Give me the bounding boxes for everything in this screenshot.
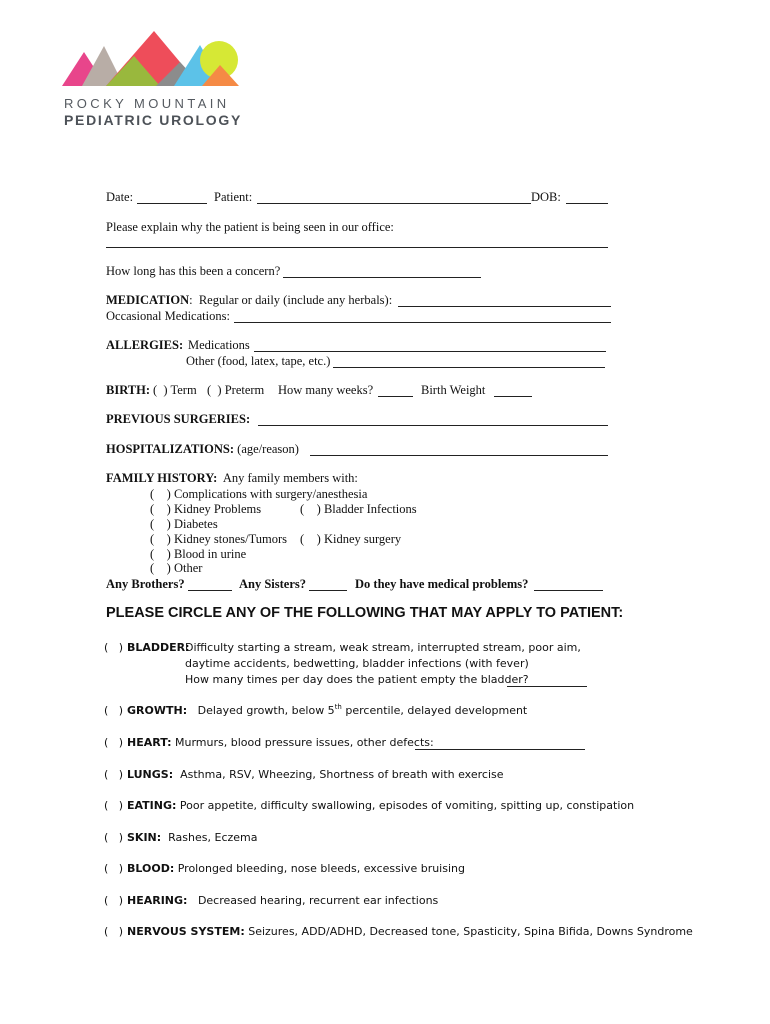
hearing-row [127, 894, 438, 907]
growth-row [127, 704, 527, 717]
concern-field[interactable] [283, 277, 481, 278]
growth-text-b: percentile, delayed development [341, 704, 528, 717]
allergies-medications-field[interactable] [254, 351, 606, 352]
skin-text: Rashes, Eczema [168, 831, 258, 844]
family-item-bladder-infections[interactable]: ( ) Bladder Infections [300, 502, 417, 516]
dob-field[interactable] [566, 203, 608, 204]
patient-label: Patient: [214, 190, 253, 204]
hearing-text: Decreased hearing, recurrent ear infections [197, 894, 439, 907]
nervous-row [127, 925, 693, 938]
family-history-row [106, 471, 358, 486]
sisters-label: Any Sisters? [239, 577, 307, 591]
growth-sup: th [334, 703, 342, 711]
heart-checkbox[interactable]: ( ) [104, 736, 124, 749]
blood-row [127, 862, 465, 875]
allergies-medications-label: Medications [188, 338, 250, 352]
family-item-blood-in-urine[interactable]: ( ) Blood in urine [150, 547, 247, 561]
family-item-other[interactable]: ( ) Other [150, 561, 203, 575]
skin-checkbox[interactable]: ( ) [104, 831, 124, 844]
previous-surgeries-label: PREVIOUS SURGERIES: [106, 412, 251, 426]
family-history-intro: Any family members with: [222, 471, 358, 485]
allergies-other-field[interactable] [333, 367, 605, 368]
medication-regular-label: : Regular or daily (include any herbals): [189, 293, 393, 307]
birth-weeks-label: How many weeks? [278, 383, 374, 397]
birth-preterm-option[interactable]: ( ) Preterm [207, 383, 265, 397]
family-item-diabetes[interactable]: ( ) Diabetes [150, 517, 218, 531]
eating-label: EATING: [127, 799, 177, 812]
date-label: Date: [106, 190, 134, 204]
concern-label: How long has this been a concern? [106, 264, 281, 278]
skin-label: SKIN: [127, 831, 162, 844]
reason-label: Please explain why the patient is being seen in our office: [106, 220, 394, 234]
heart-field[interactable] [415, 749, 585, 750]
brand-line1: ROCKY MOUNTAIN [64, 96, 230, 111]
birth-weeks-field[interactable] [378, 396, 413, 397]
date-field[interactable] [137, 203, 207, 204]
circle-heading: PLEASE CIRCLE ANY OF THE FOLLOWING THAT MAY APPLY TO PATIENT: [106, 605, 624, 621]
previous-surgeries-field[interactable] [258, 425, 608, 426]
nervous-label: NERVOUS SYSTEM: [127, 925, 245, 938]
bladder-line2: daytime accidents, bedwetting, bladder infections (with fever) [185, 657, 529, 670]
birth-label: BIRTH: [106, 383, 151, 397]
occasional-field[interactable] [234, 322, 611, 323]
heart-text: Murmurs, blood pressure issues, other defects: [175, 736, 434, 749]
growth-label: GROWTH: [127, 704, 188, 717]
patient-field[interactable] [257, 203, 531, 204]
dob-label: DOB: [531, 190, 561, 204]
hearing-label: HEARING: [127, 894, 188, 907]
medication-label: MEDICATION [106, 293, 190, 307]
family-item-kidney-stones[interactable]: ( ) Kidney stones/Tumors [150, 532, 288, 546]
birth-weight-label: Birth Weight [421, 383, 486, 397]
brothers-field[interactable] [188, 590, 232, 591]
skin-row [127, 831, 258, 844]
blood-text: Prolonged bleeding, nose bleeds, excessive bruising [177, 862, 465, 875]
birth-weight-field[interactable] [494, 396, 532, 397]
nervous-text: Seizures, ADD/ADHD, Decreased tone, Spasticity, Spina Bifida, Downs Syndrome [248, 925, 693, 938]
blood-label: BLOOD: [127, 862, 175, 875]
hospitalizations-row [106, 442, 299, 457]
family-history-label: FAMILY HISTORY: [106, 471, 218, 485]
birth-term-option[interactable]: ( ) Term [153, 383, 197, 397]
eating-text: Poor appetite, difficulty swallowing, episodes of vomiting, spitting up, constipation [179, 799, 635, 812]
lungs-text: Asthma, RSV, Wheezing, Shortness of breath with exercise [180, 768, 504, 781]
family-item-kidney-surgery[interactable]: ( ) Kidney surgery [300, 532, 402, 546]
family-item-complications[interactable]: ( ) Complications with surgery/anesthesia [150, 487, 368, 501]
problems-field[interactable] [534, 590, 603, 591]
hearing-checkbox[interactable]: ( ) [104, 894, 124, 907]
hospitalizations-label: HOSPITALIZATIONS: [106, 442, 235, 456]
occasional-label: Occasional Medications: [106, 309, 230, 323]
growth-text-a: Delayed growth, below 5 [197, 704, 335, 717]
medication-regular-field[interactable] [398, 306, 611, 307]
hospitalizations-sub: (age/reason) [237, 442, 299, 456]
brand-line2: PEDIATRIC UROLOGY [64, 112, 242, 128]
allergies-other-label: Other (food, latex, tape, etc.) [186, 354, 331, 368]
reason-field[interactable] [106, 247, 608, 248]
lungs-checkbox[interactable]: ( ) [104, 768, 124, 781]
bladder-checkbox[interactable]: ( ) [104, 641, 124, 654]
blood-checkbox[interactable]: ( ) [104, 862, 124, 875]
bladder-line1: Difficulty starting a stream, weak stream, interrupted stream, poor aim, [185, 641, 581, 654]
heart-row [127, 736, 434, 749]
nervous-checkbox[interactable]: ( ) [104, 925, 124, 938]
hospitalizations-field[interactable] [310, 455, 608, 456]
heart-label: HEART: [127, 736, 172, 749]
lungs-label: LUNGS: [127, 768, 174, 781]
bladder-label: BLADDER: [127, 641, 190, 654]
growth-checkbox[interactable]: ( ) [104, 704, 124, 717]
allergies-label: ALLERGIES: [106, 338, 184, 352]
bladder-times-field[interactable] [507, 686, 587, 687]
family-item-kidney-problems[interactable]: ( ) Kidney Problems [150, 502, 262, 516]
mountain-logo [62, 28, 242, 88]
eating-checkbox[interactable]: ( ) [104, 799, 124, 812]
lungs-row [127, 768, 504, 781]
eating-row [127, 799, 634, 812]
bladder-line3: How many times per day does the patient empty the bladder? [185, 673, 529, 686]
medication-row [106, 293, 392, 308]
sisters-field[interactable] [309, 590, 347, 591]
brothers-label: Any Brothers? [106, 577, 185, 591]
problems-label: Do they have medical problems? [355, 577, 529, 591]
